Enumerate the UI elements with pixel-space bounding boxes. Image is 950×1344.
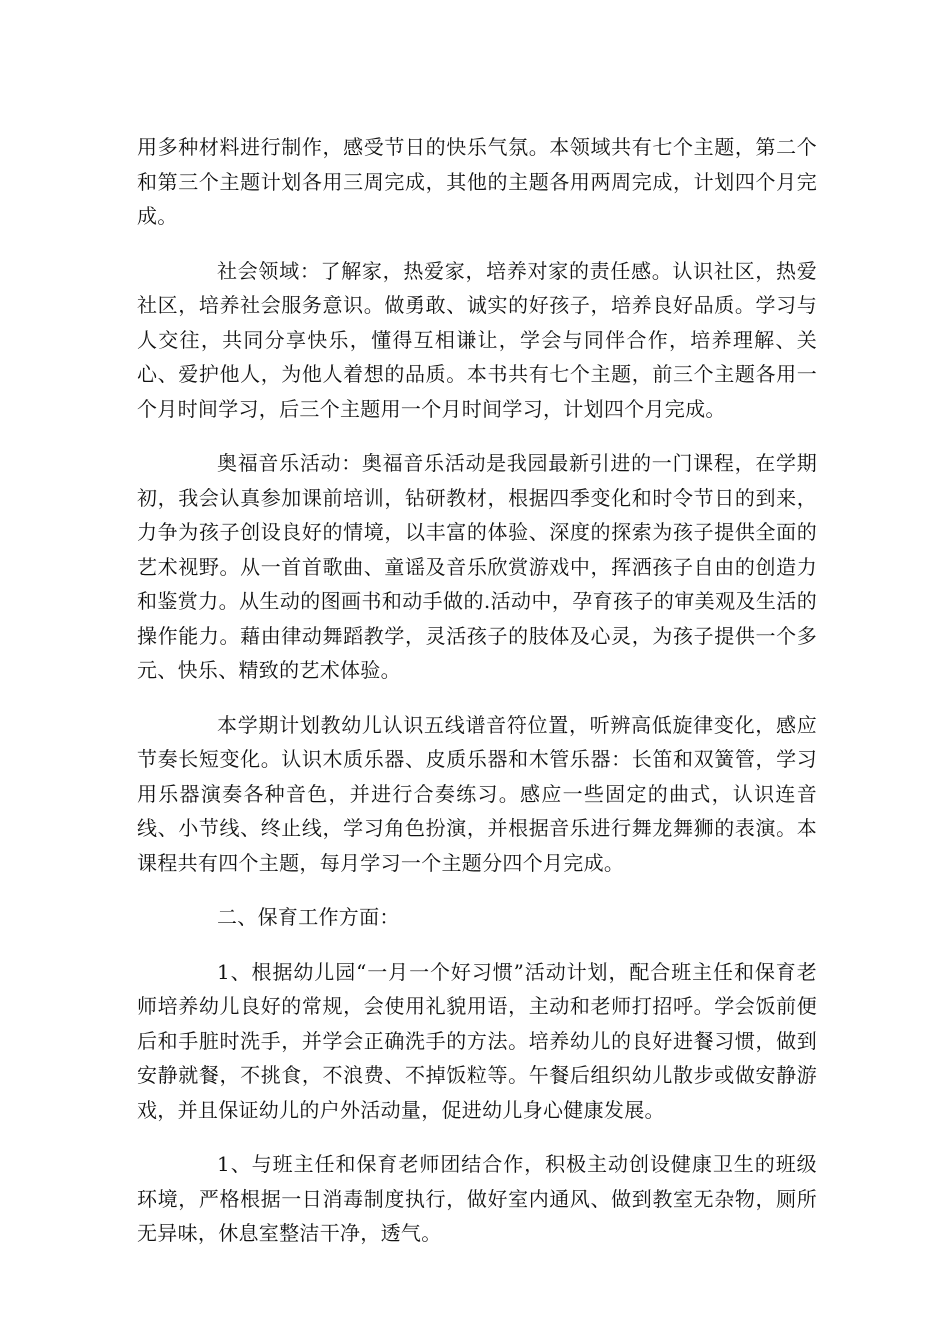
section-heading-care-work: 二、保育工作方面： [217, 905, 400, 929]
paragraph-care-item-habits: 1、根据幼儿园“一月一个好习惯”活动计划，配合班主任和保育老师培养幼儿良好的常规，会使用礼貌用语，主动和老师打招呼。学会饭前便后和手脏时洗手，并学会正确洗手的方法。培养幼儿的良好进餐习惯，做到安静就餐，不挑食，不浪费、不掉饭粒等。午餐后组织幼儿散步或做安静游戏，并且保证幼儿的户外活动量，促进幼儿身心健康发展。 [137, 959, 817, 1122]
paragraph-art-domain-continued: 用多种材料进行制作，感受节日的快乐气氛。本领域共有七个主题，第二个和第三个主题计划各用三周完成，其他的主题各用两周完成，计划四个月完成。 [137, 135, 817, 228]
paragraph-orff-music-activity: 奥福音乐活动：奥福音乐活动是我园最新引进的一门课程，在学期初，我会认真参加课前培训，钻研教材，根据四季变化和时令节日的到来，力争为孩子创设良好的情境，以丰富的体验、深度的探索为孩子提供全面的艺术视野。从一首首歌曲、童谣及音乐欣赏游戏中，挥洒孩子自由的创造力和鉴赏力。从生动的图画书和动手做的.活动中，孕育孩子的审美观及生活的操作能力。藉由律动舞蹈教学，灵活孩子的肢体及心灵，为孩子提供一个多元、快乐、精致的艺术体验。 [137, 451, 817, 682]
paragraph-semester-music-plan: 本学期计划教幼儿认识五线谱音符位置，听辨高低旋律变化，感应节奏长短变化。认识木质乐器、皮质乐器和木管乐器：长笛和双簧管，学习用乐器演奏各种音色，并进行合奏练习。感应一些固定的曲式，认识连音线、小节线、终止线，学习角色扮演，并根据音乐进行舞龙舞狮的表演。本课程共有四个主题，每月学习一个主题分四个月完成。 [137, 712, 817, 875]
paragraph-care-item-hygiene: 1、与班主任和保育老师团结合作，积极主动创设健康卫生的班级环境，严格根据一日消毒制度执行，做好室内通风、做到教室无杂物，厕所无异味，休息室整洁干净，透气。 [137, 1152, 817, 1245]
paragraph-social-domain: 社会领域：了解家，热爱家，培养对家的责任感。认识社区，热爱社区，培养社会服务意识。做勇敢、诚实的好孩子，培养良好品质。学习与人交往，共同分享快乐，懂得互相谦让，学会与同伴合作，培养理解、关心、爱护他人，为他人着想的品质。本书共有七个主题，前三个主题各用一个月时间学习，后三个主题用一个月时间学习，计划四个月完成。 [137, 258, 817, 421]
document-body [137, 130, 817, 1271]
